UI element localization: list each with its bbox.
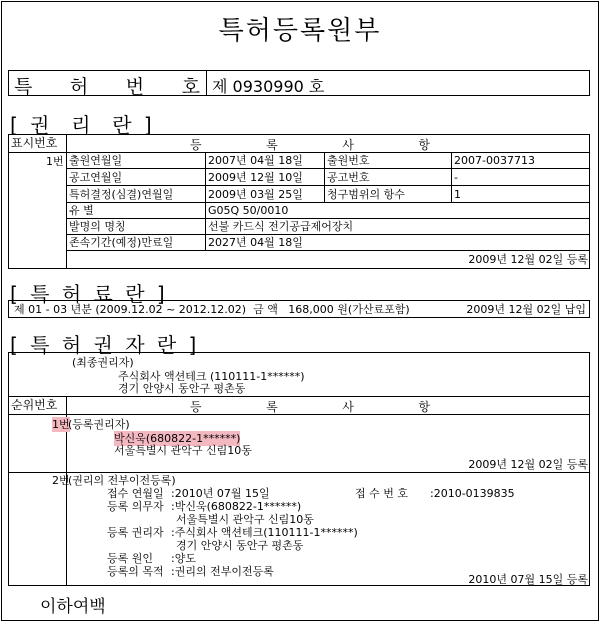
rights-heading: [ 권 리 란 ] (10, 113, 155, 137)
holder-col-header: 등 록 사 항 (190, 400, 430, 414)
entry1-date: 2009년 12월 02일 등록 (468, 458, 588, 471)
invention-value: 선불 카드식 전기공급제어장치 (208, 220, 354, 233)
pub-number-value: - (454, 171, 458, 184)
entry2-title: (권리의 전부이전등록) (68, 474, 176, 487)
entry2-obligor-address: 서울특별시 관악구 신림10동 (176, 513, 314, 526)
rights-entry-no: 1번 (46, 155, 64, 168)
final-holder-name: 주식회사 액션테크 (110111-1******) (118, 370, 305, 383)
filing-date-value: 2007년 04월 18일 (208, 154, 303, 167)
entry2-cause-label: 등록 원인 (107, 552, 154, 565)
entry2-holder-label: 등록 권리자 (107, 526, 164, 539)
filing-number-value: 2007-0037713 (454, 154, 535, 167)
pub-date-label: 공고연월일 (69, 171, 123, 184)
fee-paid: 2009년 12월 02일 납입 (466, 303, 586, 316)
entry1-title: (등록권리자) (68, 418, 130, 431)
holder-heading: [ 특 허 권 자 란 ] (10, 333, 200, 357)
entry1-number: 1번 (52, 418, 70, 431)
entry2-purpose-value: :권리의 전부이전등록 (171, 565, 274, 578)
pub-number-label: 공고번호 (327, 171, 370, 184)
expiry-label: 존속기간(예정)만료일 (69, 236, 174, 249)
invention-label: 발명의 명칭 (69, 220, 126, 233)
decision-date-label: 특허결정(심결)연월일 (69, 188, 174, 201)
entry2-recv-label: 접수 연월일 (107, 487, 164, 500)
entry2-recv-value: :2010년 07월 15일 (171, 487, 270, 500)
entry2-holder-name: :주식회사 액션테크(110111-1******) (171, 526, 358, 539)
entry2-purpose-label: 등록의 목적 (107, 565, 164, 578)
entry2-cause-value: :양도 (171, 552, 196, 565)
entry2-obligor-label: 등록 의무자 (107, 500, 164, 513)
final-holder-address: 경기 안양시 동안구 평촌동 (118, 382, 246, 395)
expiry-value: 2027년 04월 18일 (208, 236, 303, 249)
fee-line: 제 01 - 03 년분 (2009.12.02 ~ 2012.12.02) 금 액 168,000 원(가산료포함) (14, 303, 410, 316)
holder-col-label: 순위번호 (11, 398, 58, 412)
ipc-value: G05Q 50/0010 (208, 204, 289, 217)
entry2-date: 2010년 07월 15일 등록 (468, 573, 588, 586)
entry1-name: 박신욱(680822-1******) (114, 432, 241, 445)
entry2-recvno-label: 접 수 번 호 (355, 487, 408, 500)
entry1-address: 서울특별시 관악구 신림10동 (114, 444, 252, 457)
patent-number-label: 특 허 번 호 (14, 76, 200, 98)
rights-reg-date: 2009년 12월 02일 등록 (468, 253, 588, 266)
entry2-obligor-name: :박신욱(680822-1******) (171, 500, 302, 513)
entry2-holder-address: 경기 안양시 동안구 평촌동 (176, 539, 304, 552)
entry2-number: 2번 (52, 474, 70, 487)
document-title: 특허등록원부 (218, 16, 382, 46)
end-of-content: 이하여백 (40, 597, 106, 617)
final-holder-label: (최종권리자) (72, 356, 134, 369)
decision-date-value: 2009년 03월 25일 (208, 188, 303, 201)
rights-col-header: 등 록 사 항 (190, 138, 430, 152)
rights-col-label: 표시번호 (11, 136, 58, 150)
patent-number-value: 제 0930990 호 (212, 77, 325, 96)
ipc-label: 유 별 (69, 204, 94, 217)
filing-date-label: 출원연월일 (69, 154, 123, 167)
claims-count-label: 청구범위의 항수 (327, 188, 405, 201)
claims-count-value: 1 (454, 188, 461, 201)
pub-date-value: 2009년 12월 10일 (208, 171, 303, 184)
filing-number-label: 출원번호 (327, 154, 370, 167)
fee-heading: [ 특 허 료 란 ] (10, 282, 168, 306)
entry2-recvno-value: :2010-0139835 (430, 487, 515, 500)
